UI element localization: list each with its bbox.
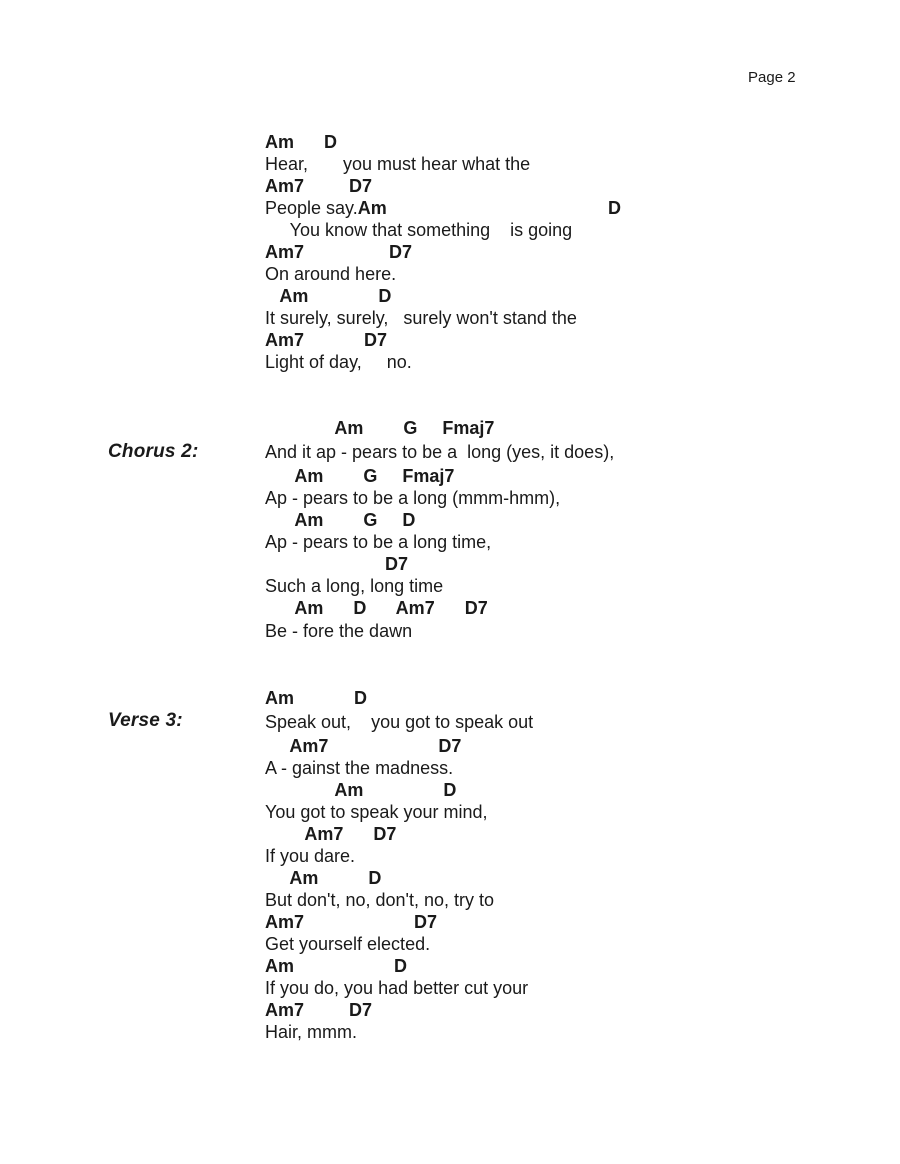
lyric-line: But don't, no, don't, no, try to — [265, 890, 495, 910]
lyric-line: It surely, surely, surely won't stand the — [265, 308, 577, 328]
lyric-line: People say.Am — [265, 198, 387, 218]
chord-line: Am D — [265, 956, 408, 976]
chord-line: Am7 D7 — [265, 242, 413, 262]
page-number: Page 2 — [748, 69, 796, 86]
lyric-line: Hear, you must hear what the — [265, 154, 531, 174]
chord-line: Am7 D7 — [265, 330, 388, 350]
chord-line: Am7 D7 — [265, 1000, 373, 1020]
chord-line: Am7 D7 — [265, 912, 438, 932]
chord-line: Am D — [265, 780, 457, 800]
chord-line: D7 — [265, 554, 409, 574]
chord-line: Am7 D7 — [265, 176, 373, 196]
lyric-line: Get yourself elected. — [265, 934, 431, 954]
chord-line: Am D — [265, 132, 338, 152]
inline-chord-d: D — [608, 198, 621, 218]
lyric-line: Be - fore the dawn — [265, 621, 413, 641]
chord-line: Am7 D7 — [265, 736, 462, 756]
chord-line: Am D — [265, 286, 392, 306]
lyric-line: You got to speak your mind, — [265, 802, 488, 822]
lyric-line: Ap - pears to be a long (mmm-hmm), — [265, 488, 561, 508]
inline-chord: Am — [357, 198, 387, 218]
section-label-chorus-2: Chorus 2: — [108, 441, 199, 462]
section-label-verse-3: Verse 3: — [108, 710, 183, 731]
chord-line: Am7 D7 — [265, 824, 397, 844]
lyric-line: Hair, mmm. — [265, 1022, 357, 1042]
lyric-line: A - gainst the madness. — [265, 758, 454, 778]
lyric-line: And it ap - pears to be a long (yes, it does), — [265, 442, 615, 462]
lyric-line: If you do, you had better cut your — [265, 978, 529, 998]
chord-line: Am G D — [265, 510, 416, 530]
lyric-line: If you dare. — [265, 846, 356, 866]
chord-line: Am G Fmaj7 — [265, 418, 495, 438]
lyric-line: On around here. — [265, 264, 397, 284]
chord-line: Am G Fmaj7 — [265, 466, 455, 486]
lyric-line: Ap - pears to be a long time, — [265, 532, 492, 552]
lyric-line: Light of day, no. — [265, 352, 412, 372]
chord-line: Am D Am7 D7 — [265, 598, 488, 618]
chord-line: Am D — [265, 688, 368, 708]
lyric-line: You know that something is going — [265, 220, 573, 240]
lyric-line: Such a long, long time — [265, 576, 444, 596]
lyric-line: Speak out, you got to speak out — [265, 712, 534, 732]
chord-line: Am D — [265, 868, 382, 888]
